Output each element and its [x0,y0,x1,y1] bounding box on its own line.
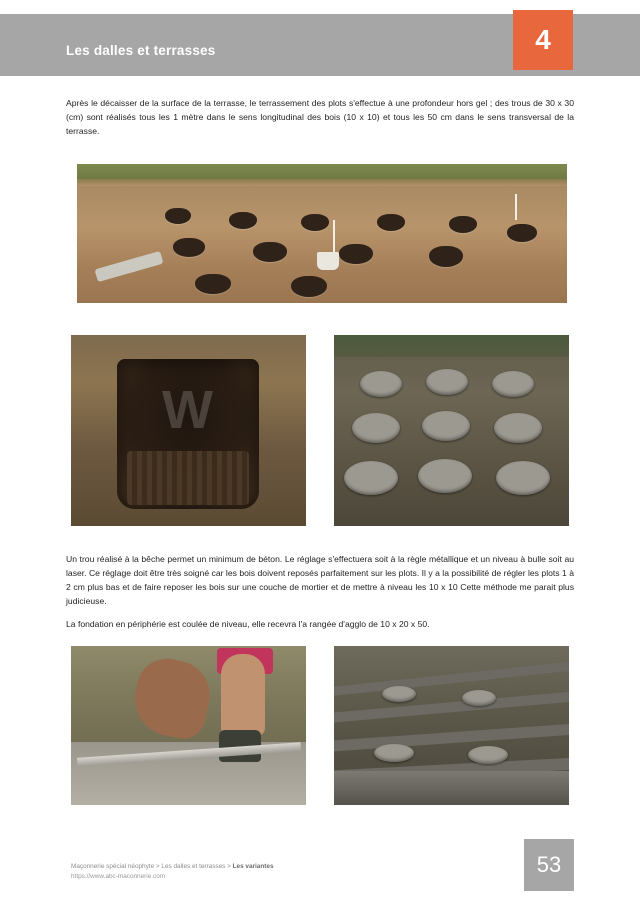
concrete-plot [494,413,542,443]
concrete-plot [496,461,550,495]
plot-hole [339,244,373,264]
page-number: 53 [536,852,562,877]
concrete-plot [492,371,534,397]
ground-top-edge [334,335,569,357]
plot-hole [507,224,537,242]
page-number-badge [524,839,574,891]
footer-breadcrumb [71,862,274,882]
worker-leg [221,654,265,736]
plot-hole [173,238,205,257]
photo-worker [71,646,306,805]
footer-url[interactable]: https://www.abc-maconnerie.com [71,872,166,880]
paragraph-two: Un trou réalisé à la bêche permet un minimum de béton. Le réglage s'effectuera soit à la règle métallique et un niveau à bulle soit au laser. Ce réglage doit être très soigné car les bois doivent reposés parfaitement sur les plots. Il y a la possibilité de régler les plots 1 à 2 cm plus bas et de faire reposer les bois sur une couche de mortier et de mettre à niveau les 10 x 10 Cette méthode me parait plus judicieuse. [66,554,574,606]
bucket-tool [317,252,339,270]
concrete-plot [462,690,496,706]
plot-hole [229,212,257,229]
grass-strip [77,164,567,180]
concrete-plot [426,369,468,395]
watermark-overlay: W [162,380,215,440]
concrete-plot [360,371,402,397]
chapter-number: 4 [535,24,551,55]
photo-joists [334,646,569,805]
breadcrumb-current: Les variantes [232,863,274,870]
concrete-plot [468,746,508,764]
timber-joist [334,660,569,696]
concrete-plot [374,744,414,762]
chapter-badge [513,10,573,70]
timber-joist [334,691,569,724]
marker-stake [333,220,335,254]
plot-hole [449,216,477,233]
plot-hole [195,274,231,294]
breadcrumb-prefix: Maçonnerie spécial néophyte > Les dalles et terrasses > [71,863,233,870]
concrete-plot [352,413,400,443]
paragraph-intro: Après le décaisser de la surface de la terrasse, le terrassement des plots s'effectue à une profondeur hors gel ; des trous de 30 x 30 (cm) sont réalisés tous les 1 mètre dans le sens longitudinal des bois (10 x 10) et tous les 50 cm dans le sens transversal de la terrasse. [66,98,574,136]
plot-hole [165,208,191,224]
concrete-plot [344,461,398,495]
paragraph-three: La fondation en périphérie est coulée de niveau, elle recevra l'a rangée d'agglo de 10 x 20 x 50. [66,619,430,629]
concrete-plot [418,459,472,493]
shovel-tool [95,251,164,282]
slab-border [334,771,569,805]
concrete-plot [422,411,470,441]
photo-hole [71,335,306,526]
marker-stake [515,194,517,220]
photo-plots [334,335,569,526]
plot-hole [301,214,329,231]
page-title: Les dalles et terrasses [66,43,216,58]
plot-hole [377,214,405,231]
worker-arm [128,653,216,743]
soil-edge [77,179,567,186]
plot-hole [429,246,463,267]
plot-hole [291,276,327,297]
concrete-plot [382,686,416,702]
plot-hole [253,242,287,262]
photo-excavation [77,164,567,303]
pit-floor [127,451,249,505]
timber-joist [334,723,569,752]
